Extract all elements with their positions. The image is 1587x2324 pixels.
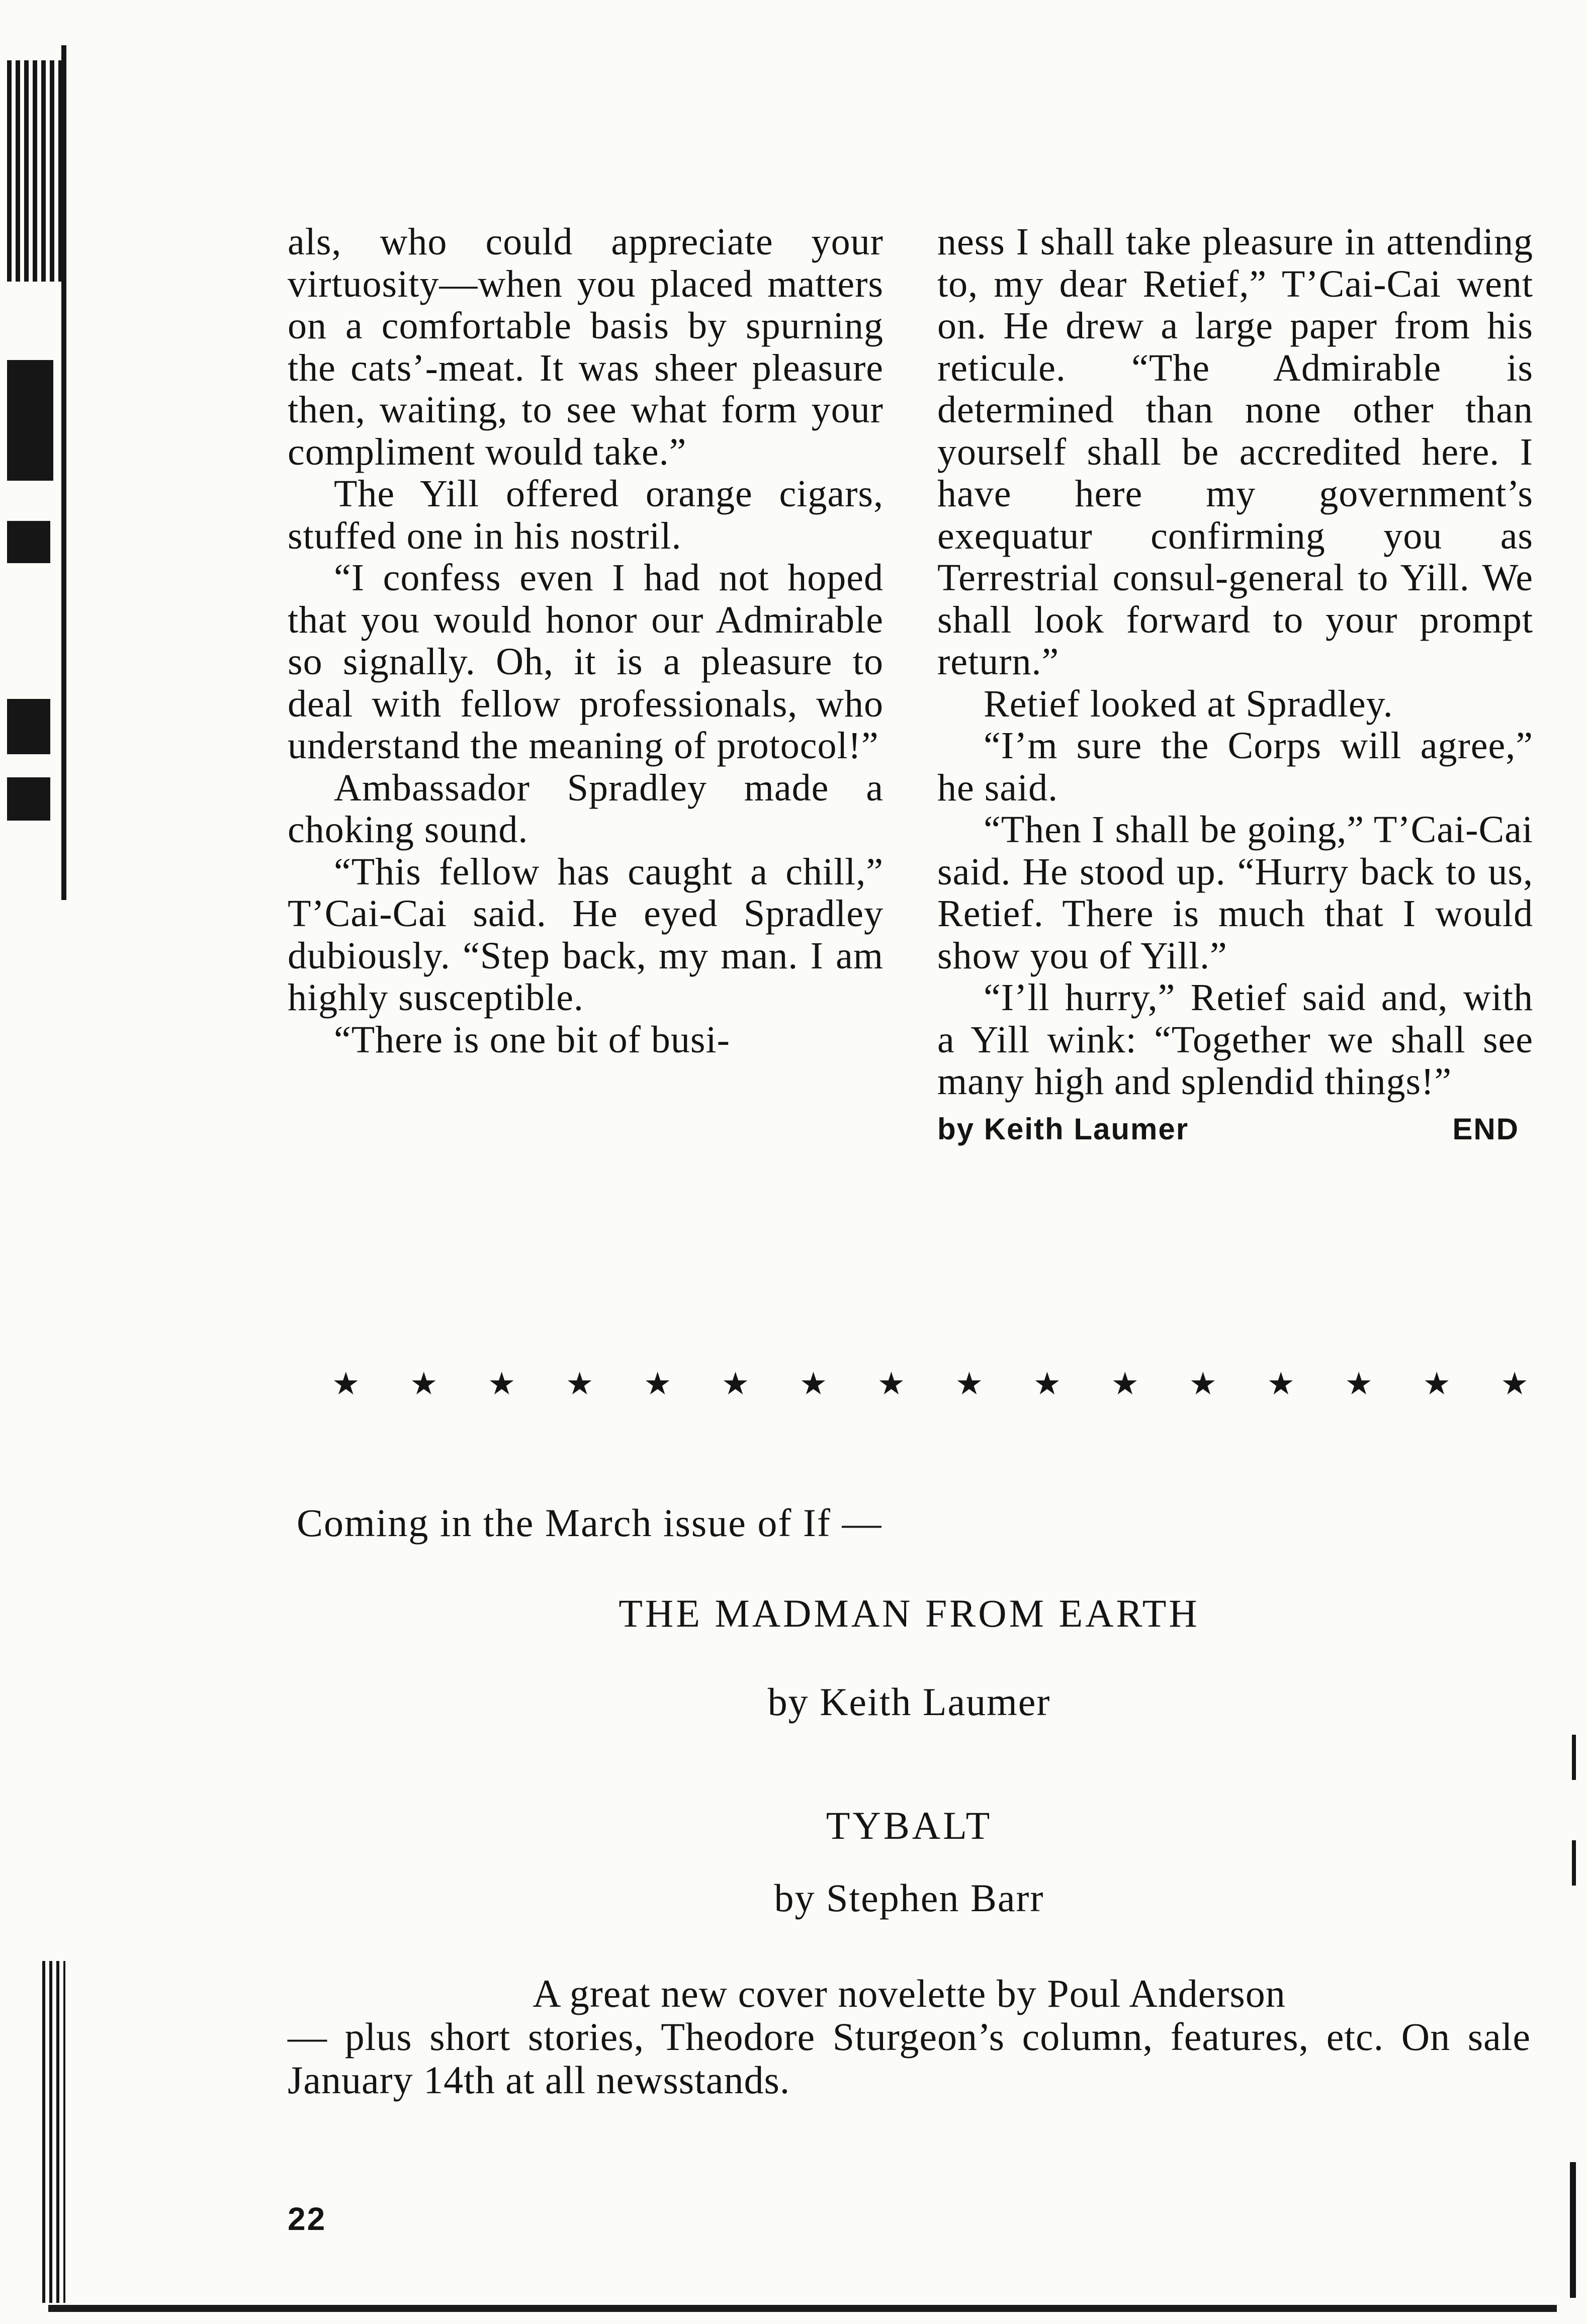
star-ornament: ★ (332, 1365, 360, 1402)
article-end-mark: END (1452, 1112, 1519, 1146)
star-ornament: ★ (1345, 1365, 1373, 1402)
story-author: by Keith Laumer (767, 1680, 1051, 1724)
scan-binding-edge (7, 777, 50, 821)
scan-binding-edge (7, 60, 62, 282)
coming-next-heading: Coming in the March issue of If — (297, 1501, 883, 1545)
star-ornament: ★ (1423, 1365, 1451, 1402)
article-paragraph: “I confess even I had not hoped that you would honor our Admirable so signally. Oh, it is a pleasure to deal with fellow professionals, who understand the meaning of protocol!” (288, 557, 884, 767)
article-byline: by Keith Laumer (937, 1112, 1189, 1146)
article-paragraph: als, who could appreciate your virtuosity—when you placed matters on a comfortable basis by spurning the cats’-meat. It was sheer pleasure then, waiting, to see what form your compliment would take.” (288, 221, 884, 473)
promo-line: A great new cover novelette by Poul Anderson (533, 1972, 1286, 2015)
promo-line: — plus short stories, Theodore Sturgeon’s column, features, etc. On sale January 14th at all newsstands. (288, 2015, 1531, 2102)
scan-binding-edge (42, 1961, 65, 2303)
star-ornament: ★ (721, 1365, 750, 1402)
star-ornament: ★ (1111, 1365, 1139, 1402)
star-ornament: ★ (643, 1365, 672, 1402)
article-paragraph: “There is one bit of busi- (334, 1018, 730, 1061)
issue-promo (288, 1972, 1531, 2102)
star-ornament: ★ (1189, 1365, 1217, 1402)
page-bottom-edge (48, 2305, 1557, 2312)
article-paragraph: The Yill offered orange cigars, stuffed one in his nostril. (288, 473, 884, 557)
star-ornament: ★ (1501, 1365, 1529, 1402)
star-ornament: ★ (1267, 1365, 1295, 1402)
article-paragraph: Ambassador Spradley made a choking sound. (288, 766, 884, 851)
star-ornament: ★ (955, 1365, 984, 1402)
article-right-column (937, 221, 1533, 1150)
article-paragraph: ness I shall take pleasure in attending to, my dear Retief,” T’Cai-Cai went on. He drew a large paper from his reticule. “The Admirable is determined than none other than yourself shall be accredited here. I have here my government’s exequatur confirming you as Terrestrial consul-general to Yill. We shall look forward to your prompt return.” (937, 221, 1533, 683)
article-paragraph: “Then I shall be going,” T’Cai-Cai said. He stood up. “Hurry back to us, Retief. There is much that I would show you of Yill.” (937, 809, 1533, 977)
page-number: 22 (288, 2201, 327, 2237)
scan-right-edge (1572, 1840, 1576, 1886)
star-ornament: ★ (799, 1365, 828, 1402)
scan-binding-edge (7, 699, 50, 754)
star-ornament: ★ (487, 1365, 516, 1402)
scan-right-edge (1570, 2162, 1576, 2298)
article-paragraph: “I’ll hurry,” Retief said and, with a Yill wink: “Together we shall see many high and splendid things!” (937, 976, 1533, 1103)
story-title: TYBALT (826, 1804, 993, 1847)
scan-right-edge (1572, 1735, 1576, 1780)
scan-binding-edge (61, 45, 66, 900)
star-ornament: ★ (877, 1365, 906, 1402)
star-ornament: ★ (409, 1365, 438, 1402)
article-paragraph: Retief looked at Spradley. (984, 682, 1393, 725)
article-paragraph: “This fellow has caught a chill,” T’Cai-Cai said. He eyed Spradley dubiously. “Step back, my man. I am highly susceptible. (288, 850, 884, 1019)
star-divider (332, 1364, 1529, 1404)
scan-binding-edge (7, 360, 53, 481)
article-paragraph: “I’m sure the Corps will agree,” he said. (937, 725, 1533, 809)
star-ornament: ★ (1033, 1365, 1062, 1402)
scan-binding-edge (7, 521, 50, 563)
article-left-column (288, 221, 884, 1061)
story-author: by Stephen Barr (774, 1876, 1044, 1920)
story-title: THE MADMAN FROM EARTH (619, 1591, 1200, 1635)
article-byline-row (937, 1108, 1533, 1150)
star-ornament: ★ (565, 1365, 594, 1402)
